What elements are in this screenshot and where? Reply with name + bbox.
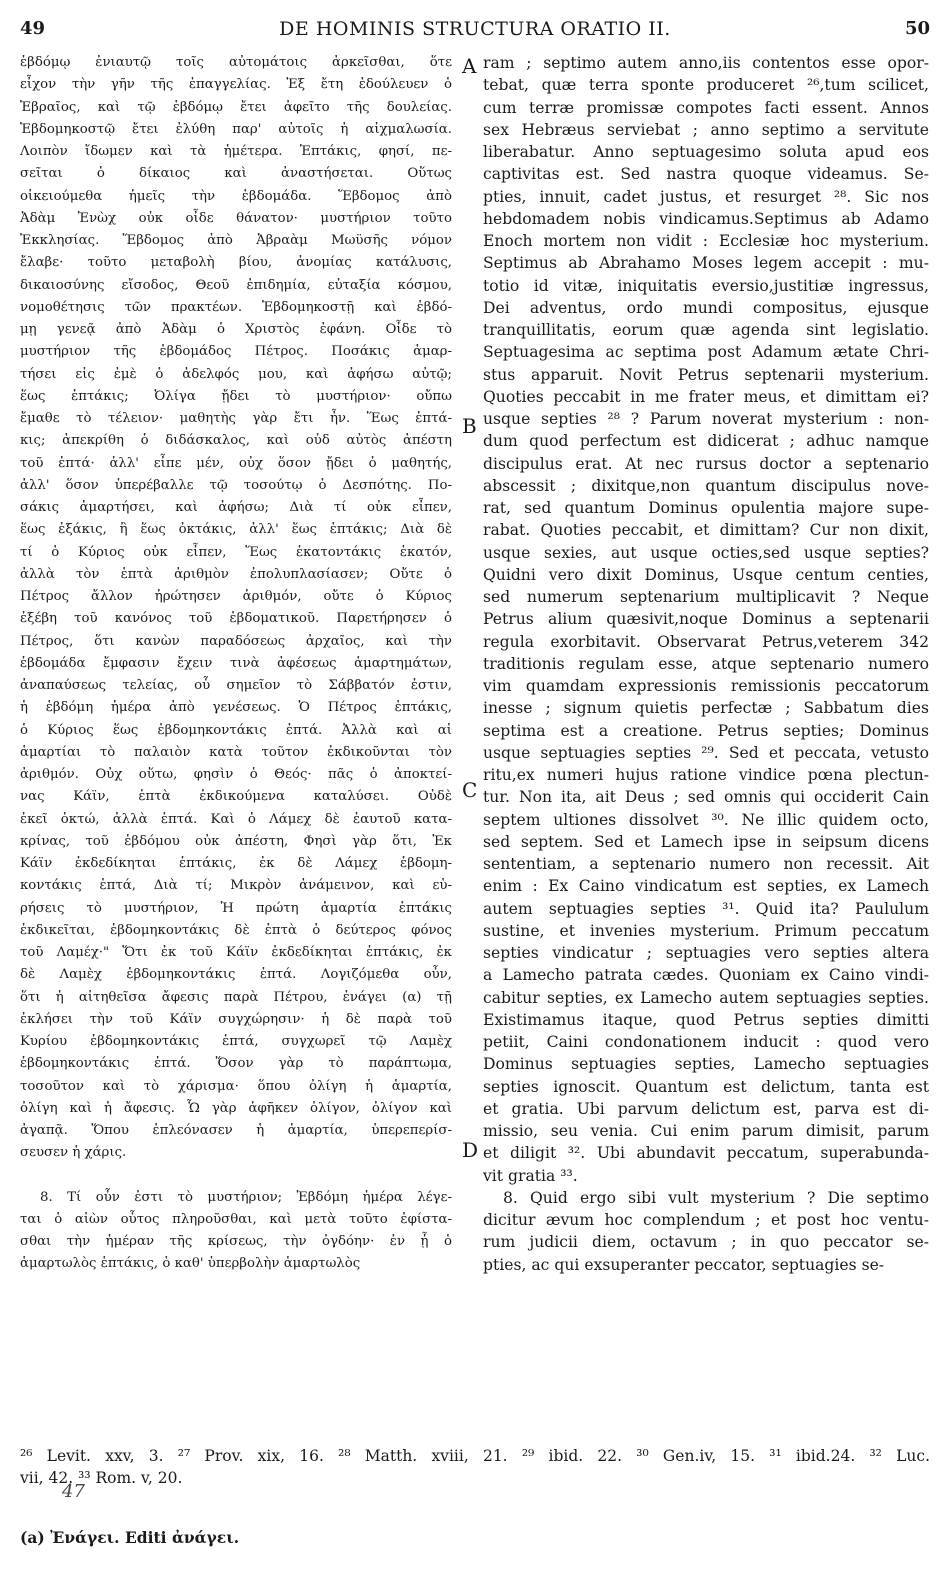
latin-text-line: stus apparuit. Novit Petrus septenarii mysterium. <box>483 365 929 384</box>
greek-text-line: ἑβδόμῳ ἐνιαυτῷ τοῖς αὐτομάτοις ἀρκεῖσθαι, ὅτε <box>20 55 452 70</box>
greek-text-line: τοσοῦτον καὶ τὸ χάρισμα· ὅπου ὀλίγη ἡ ἁμαρτία, <box>20 1078 452 1094</box>
latin-text-line: pties, innuit, cadet justus, et resurget ²⁸. Sic nos <box>483 187 929 206</box>
latin-text-line: dum quod perfectum est didicerat ; adhuc namque <box>483 432 929 451</box>
greek-text-line: ἐκδικεῖται, ἑβδομηκοντάκις δὲ ἑπτὰ ὁ δεύτερος φόνος <box>20 922 452 938</box>
greek-text-line: εἶχον τὴν γῆν τῆς ἐπαγγελίας. Ἐξ ἔτη ἐδούλευεν ὁ <box>20 77 452 93</box>
latin-text-line: tur. Non ita, ait Deus ; sed omnis qui occiderit Cain <box>483 788 929 807</box>
greek-text-line: ἑβδομάδα ἔμφασιν ἔχειν τινὰ ἀφέσεως ἁμαρτημάτων, <box>20 655 452 671</box>
greek-text-line: ρήσεις τὸ μυστήριον, Ἡ πρώτη ἁμαρτία ἑπτάκις <box>20 900 452 916</box>
pencil-mark: 47 <box>62 1481 85 1502</box>
greek-text-line: Πέτρος ἄλλον ἠρώτησεν ἀριθμόν, οὔτε ὁ Κύριος <box>20 589 452 604</box>
editorial-note: (a) Ἐνάγει. Editi ἀνάγει. <box>20 1528 240 1547</box>
greek-text-line: ἕως ἑπτάκις; Ὀλίγα ᾔδει τὸ μυστήριον· οὔπω <box>20 388 452 404</box>
margin-marker-d: D <box>462 1138 479 1162</box>
greek-text-line: νας Κάϊν, ἑπτὰ ἐκδικούμενα καταλύσει. Οὐδὲ <box>20 789 452 805</box>
greek-text-line: Πέτρος, ὅτι κανὼν παραδόσεως ἀρχαῖος, καὶ τὴν <box>20 633 452 649</box>
latin-text-line: sex Hebræus serviebat ; anno septimo a servitute <box>483 120 929 139</box>
latin-text-line: regula exorbitavit. Observarat Petrus,veterem 342 <box>483 632 929 651</box>
greek-text-line: τοῦ Λαμέχ·" Ὅτι ἐκ τοῦ Κάϊν ἐκδεδίκηται ἑπτάκις, ἐκ <box>20 945 452 960</box>
greek-text-line: ἐκεῖ ὀκτώ, ἀλλὰ ἑπτά. Καὶ ὁ Λάμεχ δὲ ἑαυτοῦ κατα- <box>20 811 452 827</box>
latin-text-line: Existimamus itaque, quod Petrus septies dimitti <box>483 1010 929 1029</box>
greek-text-line: Ἑβραῖος, καὶ τῷ ἑβδόμῳ ἔτει ἀφεῖτο τῆς δουλείας. <box>20 99 452 115</box>
latin-text-line: usque septies ²⁸ ? Parum noverat mysterium : non- <box>483 410 929 428</box>
latin-text-line: septies ignoscit. Quantum est delictum, tanta est <box>483 1077 929 1096</box>
greek-text-line: 8. Τί οὖν ἐστι τὸ μυστήριον; Ἑβδόμη ἡμέρα λέγε- <box>40 1189 452 1205</box>
latin-text-line: usque septuagies septies ²⁹. Sed et peccata, vetusto <box>483 743 929 762</box>
greek-text-line: ἀριθμόν. Οὐχ οὕτω, φησὶν ὁ Θεός· πᾶς ὁ ἀποκτεί- <box>20 767 452 782</box>
greek-column <box>20 52 452 1276</box>
latin-text-line: cabitur septies, ex Lamecho autem septuagies septies. <box>483 988 929 1007</box>
latin-text-line: dicitur ævum hoc complendum ; et post hoc ventu- <box>483 1211 929 1229</box>
latin-text-line: rum judicii diem, octavum ; in quo peccator se- <box>483 1233 929 1252</box>
latin-text-line: Septuagesima ac septima post Adamum ætate Chri- <box>483 343 929 362</box>
greek-text-line: Ἑβδομηκοστῷ ἔτει ἐλύθη παρ' αὐτοῖς ἡ αἰχμαλωσία. <box>20 121 452 137</box>
latin-text-line: Enoch mortem non vidit : Ecclesiæ hoc mysterium. <box>483 232 929 250</box>
greek-text-line <box>20 1165 452 1187</box>
greek-text-line: ἀγαπᾷ. Ὅπου ἐπλεόνασεν ἡ ἁμαρτία, ὑπερεπερίσ- <box>20 1123 452 1138</box>
greek-text-line: Ἀδὰμ Ἐνὼχ οὐκ οἶδε θάνατον· μυστήριον τοῦτο <box>20 210 452 226</box>
latin-text-line: ritu,ex numeri hujus ratione vindice pœna plectun- <box>483 766 929 784</box>
greek-text-line: τί ὁ Κύριος οὐκ εἶπεν, Ἕως ἑκατοντάκις ἑκατόν, <box>20 544 452 560</box>
latin-text-line: hebdomadem nobis vindicamus.Septimus ab Adamo <box>483 209 929 228</box>
greek-text-line: ἐξέβη τοῦ κανόνος τοῦ ἑβδοματικοῦ. Παρετήρησεν ὁ <box>20 611 452 627</box>
greek-text-line: σευσεν ἡ χάρις. <box>20 1145 127 1161</box>
latin-text-line: sustine, et invenies mysterium. Primum peccatum <box>483 921 929 940</box>
footnote-line: vii, 42. ³³ Rom. v, 20. <box>20 1469 183 1487</box>
greek-text-line: ὁ Κύριος ἕως ἑβδομηκοντάκις ἑπτά. Ἀλλὰ καὶ αἱ <box>20 722 452 738</box>
latin-text-line: tranquillitatis, eorum quæ agenda sint legislatio. <box>483 321 929 339</box>
latin-text-line: vim quamdam expressionis remissionis peccatorum <box>483 677 929 695</box>
latin-text-line: Septimus ab Abrahamo Moses legem accepit : mu- <box>483 254 929 273</box>
greek-text-line: ἡ ἑβδόμη ἡμέρα ἀπὸ γενέσεως. Ὁ Πέτρος ἑπτάκις, <box>20 700 452 716</box>
greek-text-line: ἀναπαύσεως τελείας, οὗ σημεῖον τὸ Σάββατόν ἐστιν, <box>20 678 452 693</box>
greek-text-line: δικαιοσύνης εἴσοδος, Θεοῦ ἐπιδημία, εὐταξία κόσμου, <box>20 277 452 293</box>
latin-text-line: a Lamecho patrata cædes. Quoniam ex Caino vindi- <box>483 966 929 985</box>
latin-text-line: septem ultiones dissolvet ³⁰. Ne illic quidem octo, <box>483 810 929 829</box>
latin-text-line: autem septuagies septies ³¹. Quid ita? Paululum <box>483 899 929 918</box>
greek-text-line: κρίνας, τοῦ ἑβδόμου οὐκ ἀπέστη, Φησὶ γὰρ ὅτι, Ἐκ <box>20 833 452 849</box>
greek-text-line: ἔλαβε· τοῦτο μεταβολὴ βίου, ἀνομίας κατάλυσις, <box>20 255 452 271</box>
latin-text-line: et diligit ³². Ubi abundavit peccatum, superabunda- <box>483 1144 929 1163</box>
margin-marker-a: A <box>462 54 477 78</box>
footnotes <box>20 1445 930 1489</box>
latin-text-line: septies vindicatur ; septuagies vero septies altera <box>483 944 929 962</box>
latin-text-line: 8. Quid ergo sibi vult mysterium ? Die septimo <box>503 1188 929 1207</box>
latin-text-line: Dominus septuagies septies, Lamecho septuagies <box>483 1055 929 1074</box>
greek-text-line: ἀλλὰ τὸν ἑπτὰ ἀριθμὸν ἐπολυπλασίασεν; Οὔτε ὁ <box>20 566 452 582</box>
latin-text-line: Quoties peccabit in me frater meus, et dimittam ei? <box>483 387 929 406</box>
latin-text-line: sed septem. Sed et Lamech ipse in seipsum dicens <box>483 832 929 851</box>
footnote-line: ²⁶ Levit. xxv, 3. ²⁷ Prov. xix, 16. ²⁸ Matth. xviii, 21. ²⁹ ibid. 22. ³⁰ Gen.iv, 15. ³¹ ibid.24. ³² Luc. <box>20 1447 930 1465</box>
latin-column <box>483 52 929 1276</box>
greek-text-line: ἕως ἑξάκις, ἢ ἕως ὀκτάκις, ἀλλ' ἕως ἑπτάκις; Διὰ δὲ <box>20 522 452 538</box>
latin-text-line: vit gratia ³³. <box>483 1166 578 1185</box>
greek-text-line: ἁμαρτωλὸς ἑπτάκις, ὁ καθ' ὑπερβολὴν ἁμαρτωλὸς <box>20 1256 361 1272</box>
latin-text-line: captivitas est. Sed nastra quoque videamus. Se- <box>483 165 929 184</box>
greek-text-line: ὅτι ἡ αἰτηθεῖσα ἄφεσις παρὰ Πέτρου, ἐνάγει (α) τῇ <box>20 989 452 1005</box>
latin-text-line: ram ; septimo autem anno,iis contentos esse opor- <box>483 54 929 72</box>
latin-text-line: Quidni vero dixit Dominus, Usque centum centies, <box>483 565 929 584</box>
latin-text-line: inesse ; signum quietis perfectæ ; Sabbatum dies <box>483 699 929 718</box>
latin-text-line: rabat. Quoties peccabit, et dimittam? Cur non dixit, <box>483 521 929 540</box>
greek-text-line: κις; ἀπεκρίθη ὁ διδάσκαλος, καὶ οὐδ αὐτὸς ἀπέστη <box>20 433 452 449</box>
greek-text-line: ἑβδομηκοντάκις ἑπτά. Ὅσον γὰρ τὸ παράπτωμα, <box>20 1056 452 1072</box>
greek-text-line: σθαι τὴν ἡμέραν τῆς κρίσεως, τὴν ὀγδόην· ἐν ᾗ ὁ <box>20 1234 452 1249</box>
latin-text-line: sententiam, a septenario numero non recessit. Ait <box>483 855 929 873</box>
greek-text-line: τήσει εἰς ἐμὲ ὁ ἀδελφός μου, καὶ ἀφήσω αὐτῷ; <box>20 366 452 382</box>
page-number-right: 50 <box>904 18 930 39</box>
latin-text-line: missio, seu venia. Cui enim parum dimisit, parum <box>483 1122 929 1140</box>
latin-text-line: rat, sed quantum Dominus opulentia majore supe- <box>483 499 929 517</box>
greek-text-line: σεῖται ὁ δίκαιος καὶ ἀναστήσεται. Οὕτως <box>20 166 452 182</box>
latin-text-line: petiit, Caini condonationem inducit : quod vero <box>483 1033 929 1051</box>
greek-text-line: νομοθέτησις τῶν πρακτέων. Ἑβδομηκοστῇ καὶ ἑβδό- <box>20 299 452 315</box>
latin-text-line: septima est a creatione. Petrus septies; Dominus <box>483 721 929 740</box>
latin-text-line: tebat, quæ terra sponte produceret ²⁶,tum scilicet, <box>483 76 929 95</box>
latin-text-line: sed numerum septenarium multiplicavit ? Neque <box>483 588 929 606</box>
greek-text-line: Λοιπὸν ἴδωμεν καὶ τὰ ἡμέτερα. Ἑπτάκις, φησί, πε- <box>20 144 452 159</box>
greek-text-line: ἐκλήσει τὴν τοῦ Κάϊν συγχώρησιν· ἡ δὲ παρὰ τοῦ <box>20 1011 452 1027</box>
running-title: DE HOMINIS STRUCTURA ORATIO II. <box>279 18 671 40</box>
running-header <box>20 18 930 46</box>
latin-text-line: et gratia. Ubi parvum delictum est, parva est di- <box>483 1099 929 1118</box>
greek-text-line: Ἐκκλησίας. Ἕβδομος ἀπὸ Ἀβραὰμ Μωϋσῆς νόμον <box>20 233 452 248</box>
latin-text-line: Dei adventus, ordo mundi compositus, ejusque <box>483 298 929 317</box>
page-number-left: 49 <box>20 18 46 39</box>
margin-marker-c: C <box>462 778 478 802</box>
latin-text-line: usque sexies, aut usque octies,sed usque septies? <box>483 543 929 562</box>
latin-text-line: abscessit ; dixitque,non quantum discipulus nove- <box>483 476 929 495</box>
greek-text-line: δὲ Λαμὲχ ἑβδομηκοντάκις ἑπτά. Λογιζόμεθα οὖν, <box>20 967 452 983</box>
latin-text-line: discipulus erat. At nec rursus doctor a septenario <box>483 454 929 473</box>
greek-text-line: μυστήριον τῆς ἑβδομάδος Πέτρος. Ποσάκις ἁμαρ- <box>20 344 452 360</box>
latin-text-line: enim : Ex Caino vindicatum est septies, ex Lamech <box>483 877 929 896</box>
greek-text-line: ὀλίγη καὶ ἡ ἄφεσις. Ὧ γὰρ ἀφῆκεν ὀλίγον, ὀλίγον καὶ <box>20 1100 452 1116</box>
greek-text-line: σάκις ἁμαρτήσει, καὶ ἀφήσω; Διὰ τί οὐκ εἶπεν, <box>20 500 452 515</box>
greek-text-line: Κυρίου ἑβδομηκοντάκις ἑπτά, συγχωρεῖ τῷ Λαμὲχ <box>20 1034 452 1049</box>
greek-text-line: ἁμαρτίαι τὸ παλαιὸν κατὰ τοῦτον ἐκδικοῦνται τὸν <box>20 744 452 760</box>
greek-text-line: ἔμαθε τὸ τέλειον· μαθητὴς γὰρ ἔτι ἦν. Ἕως ἑπτά- <box>20 411 452 426</box>
latin-text-line: cum terræ promissæ compotes facti essent. Annos <box>483 98 929 117</box>
greek-text-line: κοντάκις ἑπτά, Διὰ τί; Μικρὸν ἀνάμεινον, καὶ εὑ- <box>20 878 452 894</box>
greek-text-line: ἀλλ' ὅσον ὑπερέβαλλε τῷ τοσούτῳ ὁ Δεσπότης. Πο- <box>20 477 452 493</box>
greek-text-line: ται ὁ αἰὼν οὗτος πληροῦσθαι, καὶ μετὰ τοῦτο ἐφίστα- <box>20 1211 452 1227</box>
margin-marker-b: B <box>462 414 477 438</box>
latin-text-line: totio id vitæ, iniquitatis eversio,justitiæ ingressus, <box>483 276 929 295</box>
greek-text-line: οἰκειούμεθα ἡμεῖς τὴν ἑβδομάδα. Ἕβδομος ἀπὸ <box>20 188 452 204</box>
latin-text-line: pties, ac qui exsuperanter peccator, septuagies se- <box>483 1255 885 1274</box>
greek-text-line: τοῦ ἑπτά· ἀλλ' εἶπε μέν, οὐχ ὅσον ᾔδει ὁ μαθητής, <box>20 455 452 471</box>
latin-text-line: traditionis regulam esse, atque septenario numero <box>483 654 929 673</box>
latin-text-line: liberabatur. Anno septuagesimo soluta apud eos <box>483 143 929 161</box>
greek-text-line: Κάϊν ἐκδεδίκηται ἑπτάκις, ἐκ δὲ Λάμεχ ἑβδομη- <box>20 856 452 871</box>
latin-text-line: Petrus alium quæsivit,noque Dominus a septenarii <box>483 610 929 629</box>
greek-text-line: μῃ γενεᾷ ἀπὸ Ἀδὰμ ὁ Χριστὸς ἐφάνη. Οἶδε τὸ <box>20 322 452 337</box>
